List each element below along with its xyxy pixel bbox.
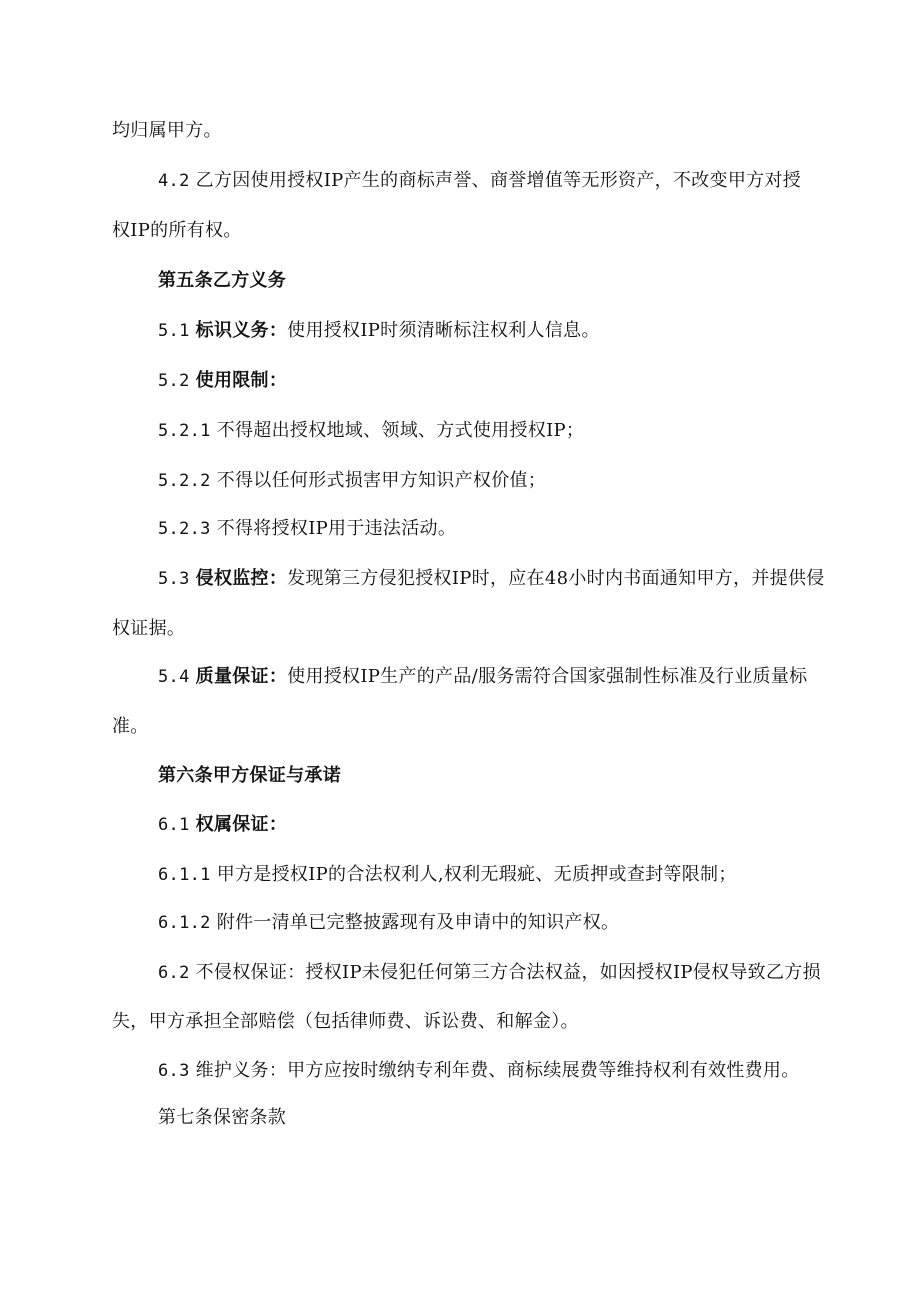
clause-6-2-line-1: 6.2 不侵权保证：授权IP未侵犯任何第三方合法权益，如因授权IP侵权导致乙方损 xyxy=(158,962,821,983)
clause-5-2-2: 5.2.2 不得以任何形式损害甲方知识产权价值； xyxy=(158,470,547,491)
clause-6-2-line-2: 失，甲方承担全部赔偿（包括律师费、诉讼费、和解金）。 xyxy=(112,1011,579,1032)
clause-5-2-3: 5.2.3 不得将授权IP用于违法活动。 xyxy=(158,518,457,539)
clause-5-2-1: 5.2.1 不得超出授权地域、领域、方式使用授权IP； xyxy=(158,420,585,441)
clause-6-1-1: 6.1.1 甲方是授权IP的合法权利人,权利无瑕疵、无质押或查封等限制； xyxy=(158,864,737,885)
clause-5-2: 5.2 使用限制： xyxy=(158,370,288,391)
clause-6-3: 6.3 维护义务：甲方应按时缴纳专利年费、商标续展费等维持权利有效性费用。 xyxy=(158,1060,800,1081)
clause-5-3-line-2: 权证据。 xyxy=(112,618,186,639)
clause-5-4-line-2: 准。 xyxy=(112,716,149,737)
clause-6-1: 6.1 权属保证： xyxy=(158,814,288,835)
clause-5-1: 5.1 标识义务：使用授权IP时须清晰标注权利人信息。 xyxy=(158,320,600,341)
clause-6-1-2: 6.1.2 附件一清单已完整披露现有及申请中的知识产权。 xyxy=(158,912,620,933)
clause-4-2-line-2: 权IP的所有权。 xyxy=(112,220,242,241)
paragraph-4-1-continuation: 均归属甲方。 xyxy=(112,120,222,141)
clause-5-3-line-1: 5.3 侵权监控：发现第三方侵犯授权IP时，应在48小时内书面通知甲方，并提供侵 xyxy=(158,568,825,589)
article-7-heading: 第七条保密条款 xyxy=(158,1107,287,1128)
article-6-heading: 第六条甲方保证与承诺 xyxy=(158,765,341,786)
clause-5-4-line-1: 5.4 质量保证：使用授权IP生产的产品/服务需符合国家强制性标准及行业质量标 xyxy=(158,666,808,687)
article-5-heading: 第五条乙方义务 xyxy=(158,270,287,291)
clause-4-2-line-1: 4.2 乙方因使用授权IP产生的商标声誉、商誉增值等无形资产，不改变甲方对授 xyxy=(158,170,802,191)
